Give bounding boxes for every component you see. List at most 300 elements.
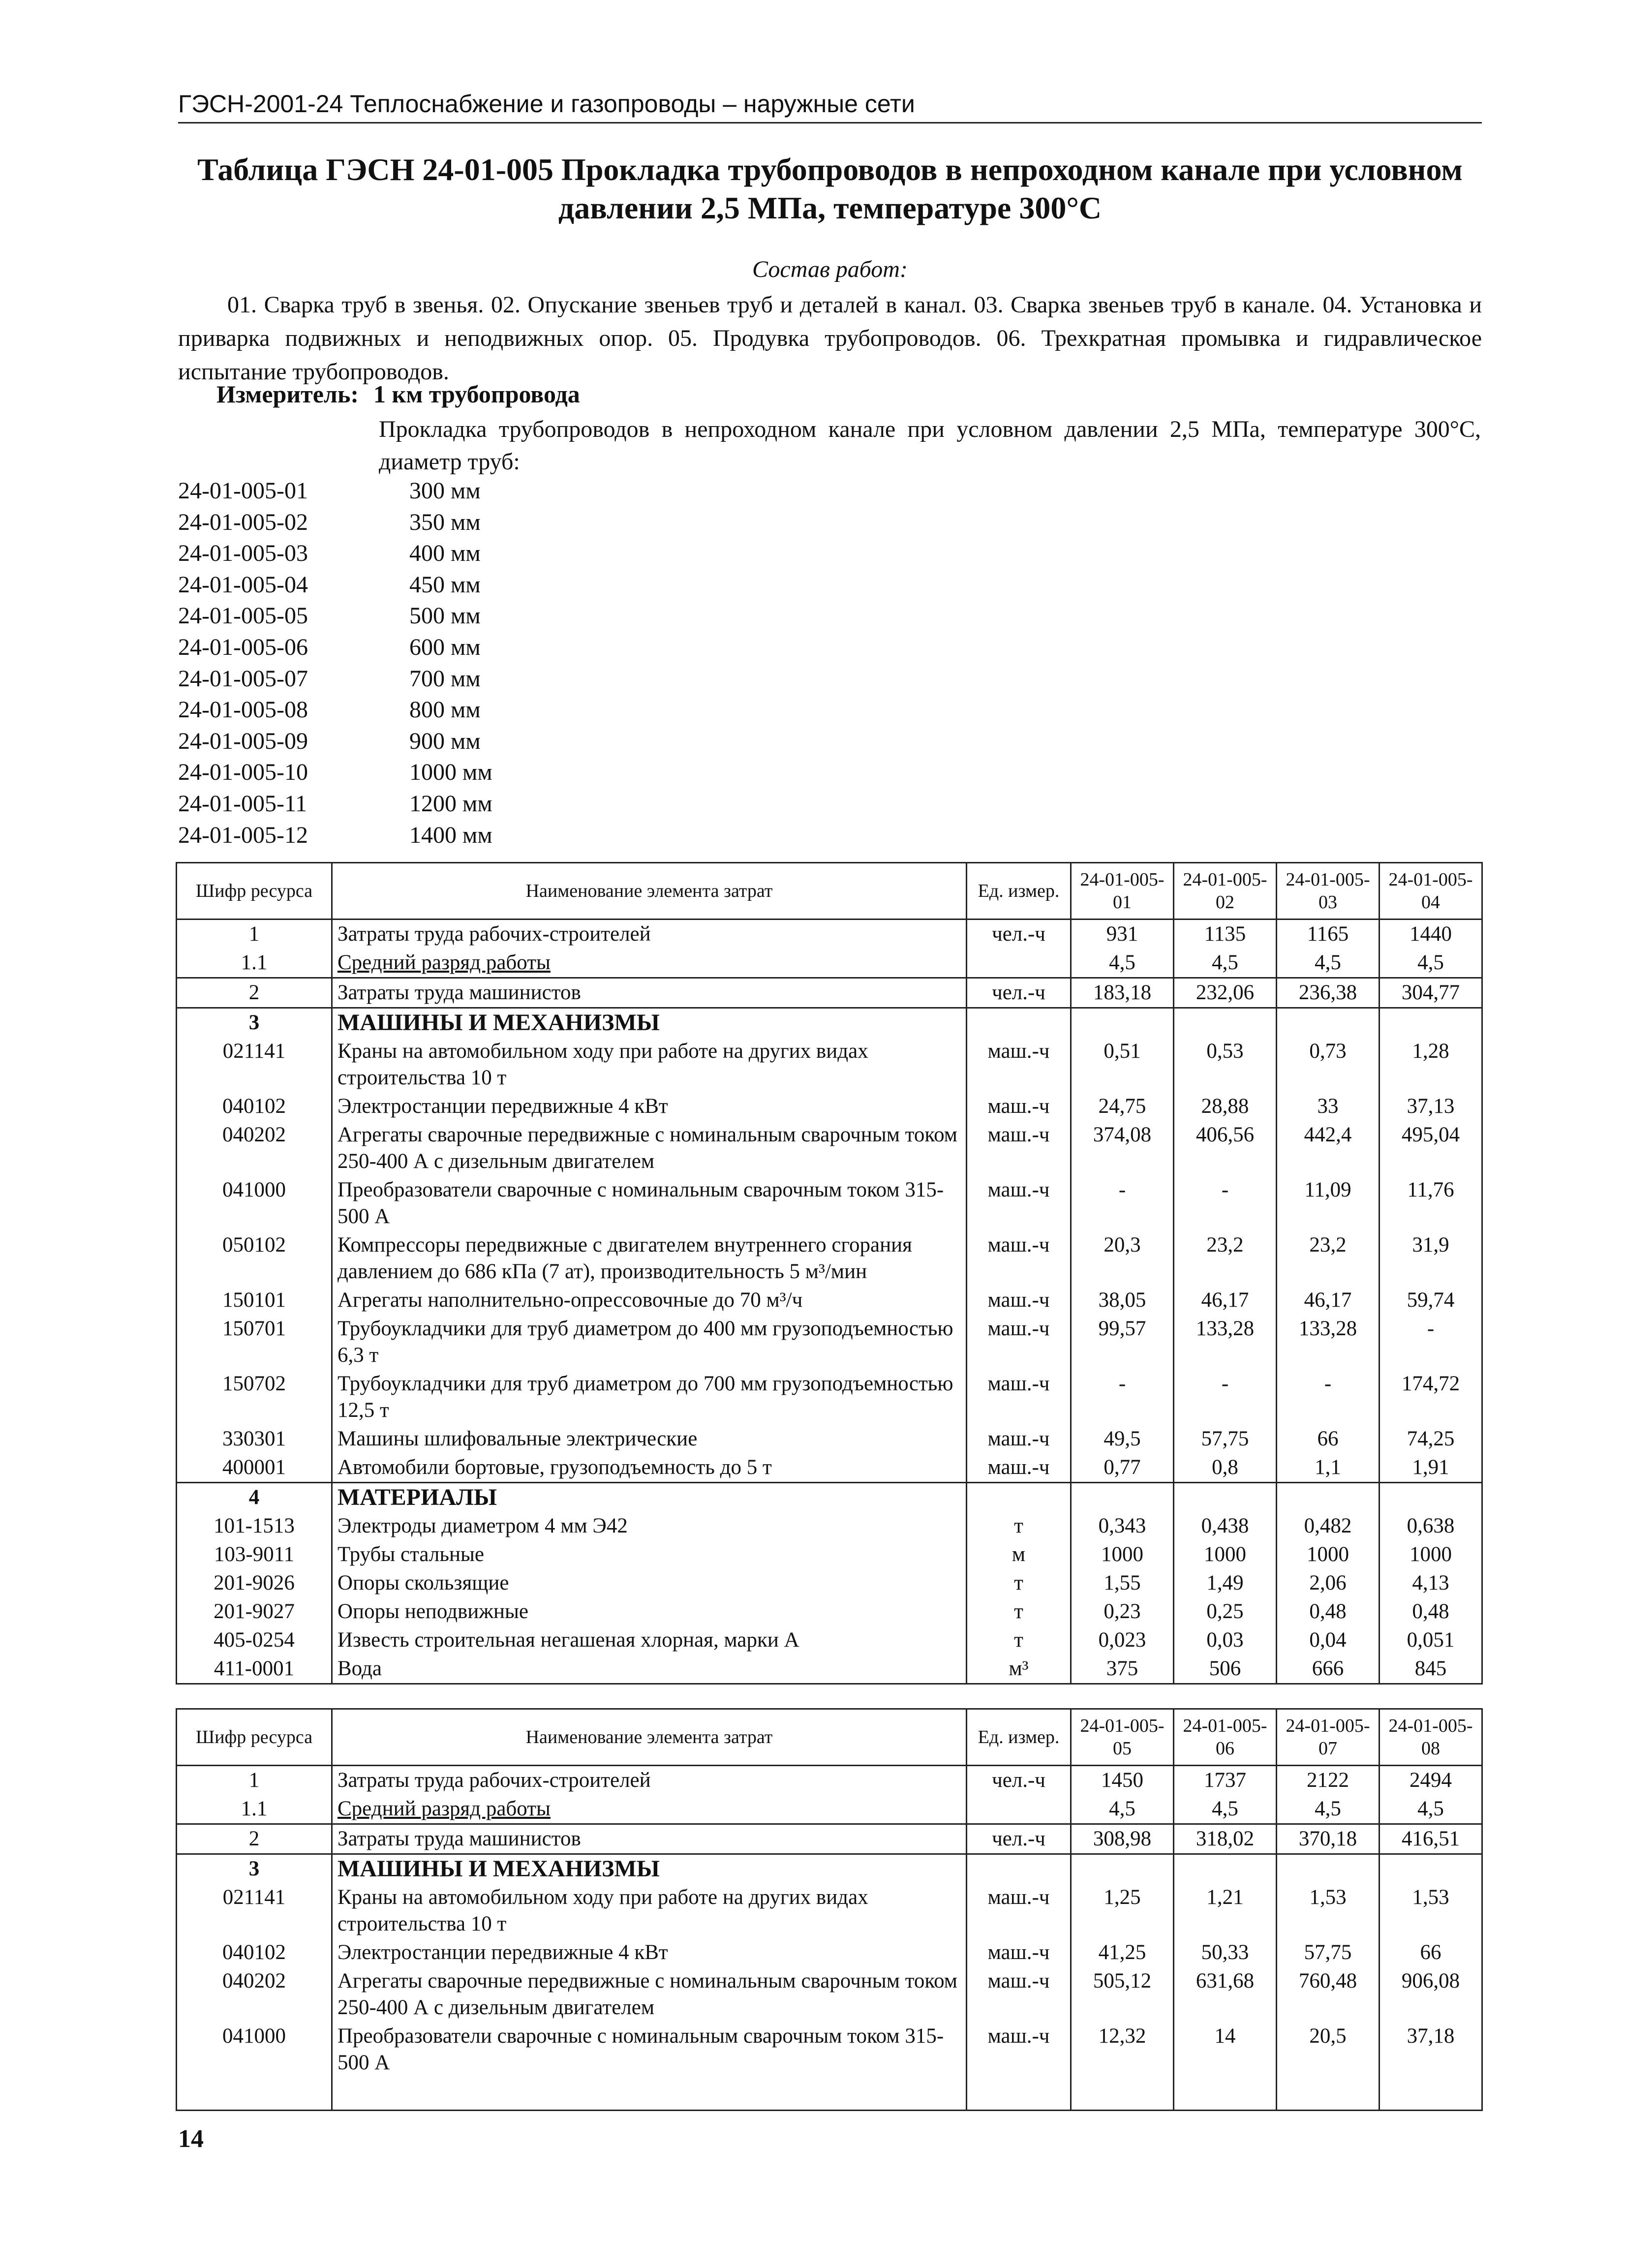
resource-value-1: 183,18 xyxy=(1071,978,1174,1008)
resource-value-1: 0,023 xyxy=(1071,1626,1174,1655)
resource-unit: чел.-ч xyxy=(967,1766,1071,1795)
empty-cell xyxy=(1380,2077,1482,2111)
table-row xyxy=(177,1315,1482,1370)
table-row xyxy=(177,1854,1482,1884)
resource-value-4: 4,5 xyxy=(1380,1795,1482,1824)
resource-unit: м xyxy=(967,1540,1071,1569)
table-row xyxy=(177,1425,1482,1453)
resource-value-1: 1,55 xyxy=(1071,1569,1174,1597)
resource-value-1 xyxy=(1071,1008,1174,1038)
resource-value-3: 133,28 xyxy=(1277,1315,1380,1370)
resource-code: 1.1 xyxy=(177,949,332,978)
pipe-description: Прокладка трубопроводов в непроходном канале при условном давлении 2,5 МПа, температуре 300°С, диаметр труб: xyxy=(379,416,1481,475)
resource-value-4: 0,48 xyxy=(1380,1597,1482,1626)
resource-code: 041000 xyxy=(177,1176,332,1231)
resource-value-2: 46,17 xyxy=(1174,1286,1277,1315)
pipe-code: 24-01-005-02 xyxy=(178,509,308,535)
resource-value-4 xyxy=(1380,1008,1482,1038)
resource-unit: т xyxy=(967,1569,1071,1597)
resource-code: 040202 xyxy=(177,1121,332,1176)
resource-unit: т xyxy=(967,1626,1071,1655)
resource-value-2: 0,8 xyxy=(1174,1453,1277,1483)
resource-value-4: 1440 xyxy=(1380,919,1482,949)
pipe-size: 800 мм xyxy=(409,697,481,723)
resource-unit: маш.-ч xyxy=(967,1425,1071,1453)
pipe-size: 1400 мм xyxy=(409,822,492,848)
resource-code: 400001 xyxy=(177,1453,332,1483)
resource-value-2: 232,06 xyxy=(1174,978,1277,1008)
table-row xyxy=(177,1483,1482,1512)
resource-code: 3 xyxy=(177,1854,332,1884)
resource-value-3: 23,2 xyxy=(1277,1231,1380,1286)
resource-name: МАТЕРИАЛЫ xyxy=(332,1483,967,1512)
header-col-3: 24-01-005-07 xyxy=(1277,1709,1380,1766)
resource-value-2: 133,28 xyxy=(1174,1315,1277,1370)
table-row xyxy=(177,1655,1482,1684)
resource-name: Преобразователи сварочные с номинальным сварочным током 315-500 А xyxy=(332,1176,967,1231)
resource-name: Средний разряд работы xyxy=(332,949,967,978)
resource-value-4: 31,9 xyxy=(1380,1231,1482,1286)
pipe-code-row xyxy=(178,726,492,757)
resource-unit: маш.-ч xyxy=(967,1315,1071,1370)
resource-unit: т xyxy=(967,1597,1071,1626)
resource-name: Известь строительная негашеная хлорная, марки А xyxy=(332,1626,967,1655)
pipe-code: 24-01-005-03 xyxy=(178,540,308,567)
resource-code: 4 xyxy=(177,1483,332,1512)
measure-value: 1 км трубопровода xyxy=(373,380,580,408)
resource-value-2: 23,2 xyxy=(1174,1231,1277,1286)
header-col-3: 24-01-005-03 xyxy=(1277,863,1380,919)
table-row xyxy=(177,1037,1482,1092)
pipe-code: 24-01-005-06 xyxy=(178,634,308,660)
resource-name: Электростанции передвижные 4 кВт xyxy=(332,1092,967,1121)
table-row xyxy=(177,1176,1482,1231)
resource-value-2: - xyxy=(1174,1370,1277,1425)
resource-name: МАШИНЫ И МЕХАНИЗМЫ xyxy=(332,1008,967,1038)
resource-value-1: 41,25 xyxy=(1071,1938,1174,1967)
table-row xyxy=(177,1597,1482,1626)
resource-value-4: 495,04 xyxy=(1380,1121,1482,1176)
resource-name: Трубоукладчики для труб диаметром до 700 мм грузоподъемностью 12,5 т xyxy=(332,1370,967,1425)
resource-unit: маш.-ч xyxy=(967,1176,1071,1231)
table-row xyxy=(177,1540,1482,1569)
resource-value-1: 1450 xyxy=(1071,1766,1174,1795)
resource-value-1 xyxy=(1071,1483,1174,1512)
resource-value-3: 1,1 xyxy=(1277,1453,1380,1483)
resource-value-1: 0,23 xyxy=(1071,1597,1174,1626)
resource-name: Затраты труда машинистов xyxy=(332,978,967,1008)
resource-name: Затраты труда рабочих-строителей xyxy=(332,1766,967,1795)
resource-value-3: 4,5 xyxy=(1277,1795,1380,1824)
resource-unit xyxy=(967,949,1071,978)
resource-value-2: 1000 xyxy=(1174,1540,1277,1569)
resource-value-3: 33 xyxy=(1277,1092,1380,1121)
header-unit: Ед. измер. xyxy=(967,863,1071,919)
resource-name: Агрегаты сварочные передвижные с номинальным сварочным током 250-400 А с дизельным двигателем xyxy=(332,1121,967,1176)
pipe-size: 1000 мм xyxy=(409,759,492,786)
resource-name: Автомобили бортовые, грузоподъемность до 5 т xyxy=(332,1453,967,1483)
pipe-code: 24-01-005-12 xyxy=(178,822,308,848)
resource-unit: маш.-ч xyxy=(967,1092,1071,1121)
table-row xyxy=(177,1626,1482,1655)
resource-code: 040102 xyxy=(177,1938,332,1967)
pipe-code-row xyxy=(178,538,492,569)
table-title: Таблица ГЭСН 24-01-005 Прокладка трубопроводов в непроходном канале при условном давлении 2,5 МПа, температуре 300°С xyxy=(197,152,1463,225)
resource-value-4: 1,91 xyxy=(1380,1453,1482,1483)
resource-table-2 xyxy=(176,1708,1483,2111)
resource-value-3: 370,18 xyxy=(1277,1824,1380,1854)
pipe-code: 24-01-005-04 xyxy=(178,571,308,598)
pipe-code-row xyxy=(178,694,492,726)
resource-value-4: 174,72 xyxy=(1380,1370,1482,1425)
resource-value-4: 0,051 xyxy=(1380,1626,1482,1655)
resource-name: Электростанции передвижные 4 кВт xyxy=(332,1938,967,1967)
resource-value-1: 0,77 xyxy=(1071,1453,1174,1483)
resource-value-2: 506 xyxy=(1174,1655,1277,1684)
resource-value-2 xyxy=(1174,1854,1277,1884)
resource-code: 405-0254 xyxy=(177,1626,332,1655)
resource-table-1 xyxy=(176,862,1483,1685)
resource-code: 103-9011 xyxy=(177,1540,332,1569)
resource-unit: маш.-ч xyxy=(967,1370,1071,1425)
resource-unit: м³ xyxy=(967,1655,1071,1684)
resource-value-4: 845 xyxy=(1380,1655,1482,1684)
resource-value-3: 57,75 xyxy=(1277,1938,1380,1967)
resource-value-1: - xyxy=(1071,1176,1174,1231)
pipe-size: 1200 мм xyxy=(409,790,492,817)
resource-value-1: 49,5 xyxy=(1071,1425,1174,1453)
resource-value-1: 1000 xyxy=(1071,1540,1174,1569)
resource-name: Краны на автомобильном ходу при работе на других видах строительства 10 т xyxy=(332,1037,967,1092)
resource-value-4: 1000 xyxy=(1380,1540,1482,1569)
resource-value-2: 0,438 xyxy=(1174,1512,1277,1540)
resource-value-3: 2122 xyxy=(1277,1766,1380,1795)
resource-name: Машины шлифовальные электрические xyxy=(332,1425,967,1453)
header-name: Наименование элемента затрат xyxy=(332,1709,967,1766)
pipe-code: 24-01-005-11 xyxy=(178,790,307,817)
pipe-size: 350 мм xyxy=(409,509,481,535)
resource-code: 041000 xyxy=(177,2022,332,2077)
resource-value-2: 1,21 xyxy=(1174,1883,1277,1938)
resource-name: Электроды диаметром 4 мм Э42 xyxy=(332,1512,967,1540)
resource-value-3: 46,17 xyxy=(1277,1286,1380,1315)
table-row xyxy=(177,1938,1482,1967)
resource-code: 1.1 xyxy=(177,1795,332,1824)
resource-value-2: 631,68 xyxy=(1174,1967,1277,2022)
pipe-code-row xyxy=(178,632,492,663)
resource-value-3: 442,4 xyxy=(1277,1121,1380,1176)
resource-name: Трубы стальные xyxy=(332,1540,967,1569)
resource-value-4 xyxy=(1380,1854,1482,1884)
resource-value-1 xyxy=(1071,1854,1174,1884)
table-row xyxy=(177,2077,1482,2111)
resource-value-2: 1737 xyxy=(1174,1766,1277,1795)
resource-value-2: 1135 xyxy=(1174,919,1277,949)
table-row xyxy=(177,2022,1482,2077)
resource-value-1: 12,32 xyxy=(1071,2022,1174,2077)
resource-value-1: 375 xyxy=(1071,1655,1174,1684)
resource-value-2: 57,75 xyxy=(1174,1425,1277,1453)
resource-value-1: 374,08 xyxy=(1071,1121,1174,1176)
empty-cell xyxy=(1277,2077,1380,2111)
resource-value-1: 38,05 xyxy=(1071,1286,1174,1315)
resource-value-4: 66 xyxy=(1380,1938,1482,1967)
resource-value-4: 2494 xyxy=(1380,1766,1482,1795)
resource-code: 040102 xyxy=(177,1092,332,1121)
resource-value-2: 0,25 xyxy=(1174,1597,1277,1626)
header-col-1: 24-01-005-01 xyxy=(1071,863,1174,919)
resource-code: 1 xyxy=(177,919,332,949)
resource-unit: чел.-ч xyxy=(967,978,1071,1008)
resource-value-1: 0,51 xyxy=(1071,1037,1174,1092)
table-row xyxy=(177,1286,1482,1315)
table-row xyxy=(177,1121,1482,1176)
resource-value-3: 4,5 xyxy=(1277,949,1380,978)
pipe-size: 300 мм xyxy=(409,478,481,504)
resource-code: 3 xyxy=(177,1008,332,1038)
resource-value-4: 0,638 xyxy=(1380,1512,1482,1540)
pipe-code: 24-01-005-07 xyxy=(178,665,308,692)
resource-code: 2 xyxy=(177,978,332,1008)
header-col-4: 24-01-005-04 xyxy=(1380,863,1482,919)
pipe-code-list xyxy=(178,475,492,851)
pipe-size: 600 мм xyxy=(409,634,481,660)
resource-unit: маш.-ч xyxy=(967,1286,1071,1315)
pipe-code-row xyxy=(178,820,492,851)
resource-value-1: 1,25 xyxy=(1071,1883,1174,1938)
empty-cell xyxy=(967,2077,1071,2111)
resource-value-3: 236,38 xyxy=(1277,978,1380,1008)
resource-value-2 xyxy=(1174,1483,1277,1512)
empty-cell xyxy=(1174,2077,1277,2111)
resource-unit: маш.-ч xyxy=(967,1037,1071,1092)
empty-cell xyxy=(177,2077,332,2111)
resource-value-3: 0,48 xyxy=(1277,1597,1380,1626)
resource-value-4: 74,25 xyxy=(1380,1425,1482,1453)
table-row xyxy=(177,1370,1482,1425)
pipe-code-row xyxy=(178,600,492,632)
resource-value-1: 20,3 xyxy=(1071,1231,1174,1286)
page-number: 14 xyxy=(178,2125,204,2153)
resource-value-4: 37,18 xyxy=(1380,2022,1482,2077)
resource-code: 411-0001 xyxy=(177,1655,332,1684)
resource-value-3: - xyxy=(1277,1370,1380,1425)
resource-unit: маш.-ч xyxy=(967,1967,1071,2022)
table-row xyxy=(177,1231,1482,1286)
pipe-code: 24-01-005-08 xyxy=(178,697,308,723)
resource-value-2: - xyxy=(1174,1176,1277,1231)
resource-value-3: 0,482 xyxy=(1277,1512,1380,1540)
resource-unit: маш.-ч xyxy=(967,1231,1071,1286)
resource-value-1: 931 xyxy=(1071,919,1174,949)
resource-code: 330301 xyxy=(177,1425,332,1453)
resource-value-3: 1000 xyxy=(1277,1540,1380,1569)
resource-value-4: 11,76 xyxy=(1380,1176,1482,1231)
resource-name: Компрессоры передвижные с двигателем внутреннего сгорания давлением до 686 кПа (7 ат), производительность 5 м³/мин xyxy=(332,1231,967,1286)
resource-name: Опоры скользящие xyxy=(332,1569,967,1597)
resource-value-3: 0,73 xyxy=(1277,1037,1380,1092)
pipe-code: 24-01-005-09 xyxy=(178,728,308,754)
pipe-size: 400 мм xyxy=(409,540,481,567)
resource-name: Опоры неподвижные xyxy=(332,1597,967,1626)
resource-code: 021141 xyxy=(177,1037,332,1092)
resource-value-3: 1165 xyxy=(1277,919,1380,949)
pipe-code-row xyxy=(178,788,492,820)
resource-value-4: 1,53 xyxy=(1380,1883,1482,1938)
table-row xyxy=(177,1766,1482,1795)
resource-value-4 xyxy=(1380,1483,1482,1512)
resource-value-3: 760,48 xyxy=(1277,1967,1380,2022)
resource-value-2: 318,02 xyxy=(1174,1824,1277,1854)
resource-value-3 xyxy=(1277,1854,1380,1884)
measure-label: Измеритель: xyxy=(216,380,359,408)
resource-name: Преобразователи сварочные с номинальным сварочным током 315-500 А xyxy=(332,2022,967,2077)
resource-value-2: 14 xyxy=(1174,2022,1277,2077)
table-row xyxy=(177,1824,1482,1854)
resource-name: Затраты труда рабочих-строителей xyxy=(332,919,967,949)
resource-code: 201-9027 xyxy=(177,1597,332,1626)
resource-unit: т xyxy=(967,1512,1071,1540)
resource-unit xyxy=(967,1795,1071,1824)
resource-code: 050102 xyxy=(177,1231,332,1286)
resource-code: 150702 xyxy=(177,1370,332,1425)
resource-name: Вода xyxy=(332,1655,967,1684)
resource-name: Агрегаты наполнительно-опрессовочные до 70 м³/ч xyxy=(332,1286,967,1315)
resource-value-3 xyxy=(1277,1483,1380,1512)
table-row xyxy=(177,1453,1482,1483)
resource-value-4: 1,28 xyxy=(1380,1037,1482,1092)
resource-value-2: 0,53 xyxy=(1174,1037,1277,1092)
resource-value-1: 4,5 xyxy=(1071,949,1174,978)
resource-value-3: 1,53 xyxy=(1277,1883,1380,1938)
resource-name: Краны на автомобильном ходу при работе на других видах строительства 10 т xyxy=(332,1883,967,1938)
pipe-code: 24-01-005-10 xyxy=(178,759,308,786)
resource-value-3: 11,09 xyxy=(1277,1176,1380,1231)
work-composition-heading: Состав работ: xyxy=(752,256,908,282)
header-col-4: 24-01-005-08 xyxy=(1380,1709,1482,1766)
resource-name: Агрегаты сварочные передвижные с номинальным сварочным током 250-400 А с дизельным двигателем xyxy=(332,1967,967,2022)
resource-value-3: 66 xyxy=(1277,1425,1380,1453)
header-code: Шифр ресурса xyxy=(177,863,332,919)
resource-value-3: 0,04 xyxy=(1277,1626,1380,1655)
resource-code: 150701 xyxy=(177,1315,332,1370)
running-header: ГЭСН-2001-24 Теплоснабжение и газопроводы – наружные сети xyxy=(178,90,1482,123)
empty-cell xyxy=(1071,2077,1174,2111)
resource-unit: маш.-ч xyxy=(967,1883,1071,1938)
pipe-size: 500 мм xyxy=(409,603,481,629)
table-row xyxy=(177,978,1482,1008)
table-row xyxy=(177,949,1482,978)
resource-value-1: 505,12 xyxy=(1071,1967,1174,2022)
resource-value-2: 50,33 xyxy=(1174,1938,1277,1967)
resource-unit: маш.-ч xyxy=(967,1121,1071,1176)
resource-value-1: 24,75 xyxy=(1071,1092,1174,1121)
resource-unit xyxy=(967,1483,1071,1512)
resource-unit: чел.-ч xyxy=(967,919,1071,949)
resource-code: 101-1513 xyxy=(177,1512,332,1540)
resource-unit xyxy=(967,1854,1071,1884)
header-col-2: 24-01-005-06 xyxy=(1174,1709,1277,1766)
table-row xyxy=(177,919,1482,949)
resource-value-2: 28,88 xyxy=(1174,1092,1277,1121)
resource-value-4: 906,08 xyxy=(1380,1967,1482,2022)
table-row xyxy=(177,1008,1482,1038)
table-row xyxy=(177,1967,1482,2022)
resource-value-1: - xyxy=(1071,1370,1174,1425)
resource-code: 040202 xyxy=(177,1967,332,2022)
pipe-code-row xyxy=(178,475,492,507)
resource-value-1: 0,343 xyxy=(1071,1512,1174,1540)
table-row xyxy=(177,1795,1482,1824)
resource-value-2: 406,56 xyxy=(1174,1121,1277,1176)
resource-value-2: 4,5 xyxy=(1174,949,1277,978)
resource-code: 150101 xyxy=(177,1286,332,1315)
resource-value-4: - xyxy=(1380,1315,1482,1370)
resource-value-4: 304,77 xyxy=(1380,978,1482,1008)
pipe-code-row xyxy=(178,569,492,601)
pipe-code-row xyxy=(178,663,492,695)
resource-value-2: 1,49 xyxy=(1174,1569,1277,1597)
pipe-size: 900 мм xyxy=(409,728,481,754)
header-unit: Ед. измер. xyxy=(967,1709,1071,1766)
work-composition-text: 01. Сварка труб в звенья. 02. Опускание звеньев труб и деталей в канал. 03. Сварка звеньев труб в канале. 04. Установка и приварка подвижных и неподвижных опор. 05. Продувка трубопроводов. 06. Трехкратная промывка и гидравлическое испытание трубопроводов. xyxy=(178,292,1482,385)
pipe-code: 24-01-005-05 xyxy=(178,603,308,629)
resource-value-4: 4,13 xyxy=(1380,1569,1482,1597)
table-row xyxy=(177,1569,1482,1597)
pipe-code-row xyxy=(178,757,492,788)
resource-code: 1 xyxy=(177,1766,332,1795)
resource-value-3: 666 xyxy=(1277,1655,1380,1684)
resource-unit: чел.-ч xyxy=(967,1824,1071,1854)
resource-value-3 xyxy=(1277,1008,1380,1038)
header-code: Шифр ресурса xyxy=(177,1709,332,1766)
resource-unit xyxy=(967,1008,1071,1038)
measure-line xyxy=(216,380,580,408)
resource-value-2 xyxy=(1174,1008,1277,1038)
resource-name: Затраты труда машинистов xyxy=(332,1824,967,1854)
table-row xyxy=(177,1883,1482,1938)
header-col-1: 24-01-005-05 xyxy=(1071,1709,1174,1766)
resource-value-3: 2,06 xyxy=(1277,1569,1380,1597)
resource-value-1: 99,57 xyxy=(1071,1315,1174,1370)
resource-name: МАШИНЫ И МЕХАНИЗМЫ xyxy=(332,1854,967,1884)
resource-value-1: 4,5 xyxy=(1071,1795,1174,1824)
resource-name: Трубоукладчики для труб диаметром до 400 мм грузоподъемностью 6,3 т xyxy=(332,1315,967,1370)
resource-unit: маш.-ч xyxy=(967,1938,1071,1967)
pipe-code-row xyxy=(178,507,492,538)
pipe-size: 450 мм xyxy=(409,571,481,598)
resource-value-4: 59,74 xyxy=(1380,1286,1482,1315)
resource-unit: маш.-ч xyxy=(967,1453,1071,1483)
resource-value-2: 0,03 xyxy=(1174,1626,1277,1655)
resource-value-4: 37,13 xyxy=(1380,1092,1482,1121)
table-row xyxy=(177,1092,1482,1121)
resource-name: Средний разряд работы xyxy=(332,1795,967,1824)
header-name: Наименование элемента затрат xyxy=(332,863,967,919)
resource-code: 2 xyxy=(177,1824,332,1854)
pipe-code: 24-01-005-01 xyxy=(178,478,308,504)
resource-code: 201-9026 xyxy=(177,1569,332,1597)
pipe-size: 700 мм xyxy=(409,665,481,692)
resource-value-2: 4,5 xyxy=(1174,1795,1277,1824)
resource-value-4: 4,5 xyxy=(1380,949,1482,978)
resource-value-3: 20,5 xyxy=(1277,2022,1380,2077)
resource-unit: маш.-ч xyxy=(967,2022,1071,2077)
empty-cell xyxy=(332,2077,967,2111)
header-col-2: 24-01-005-02 xyxy=(1174,863,1277,919)
table-row xyxy=(177,1512,1482,1540)
resource-code: 021141 xyxy=(177,1883,332,1938)
